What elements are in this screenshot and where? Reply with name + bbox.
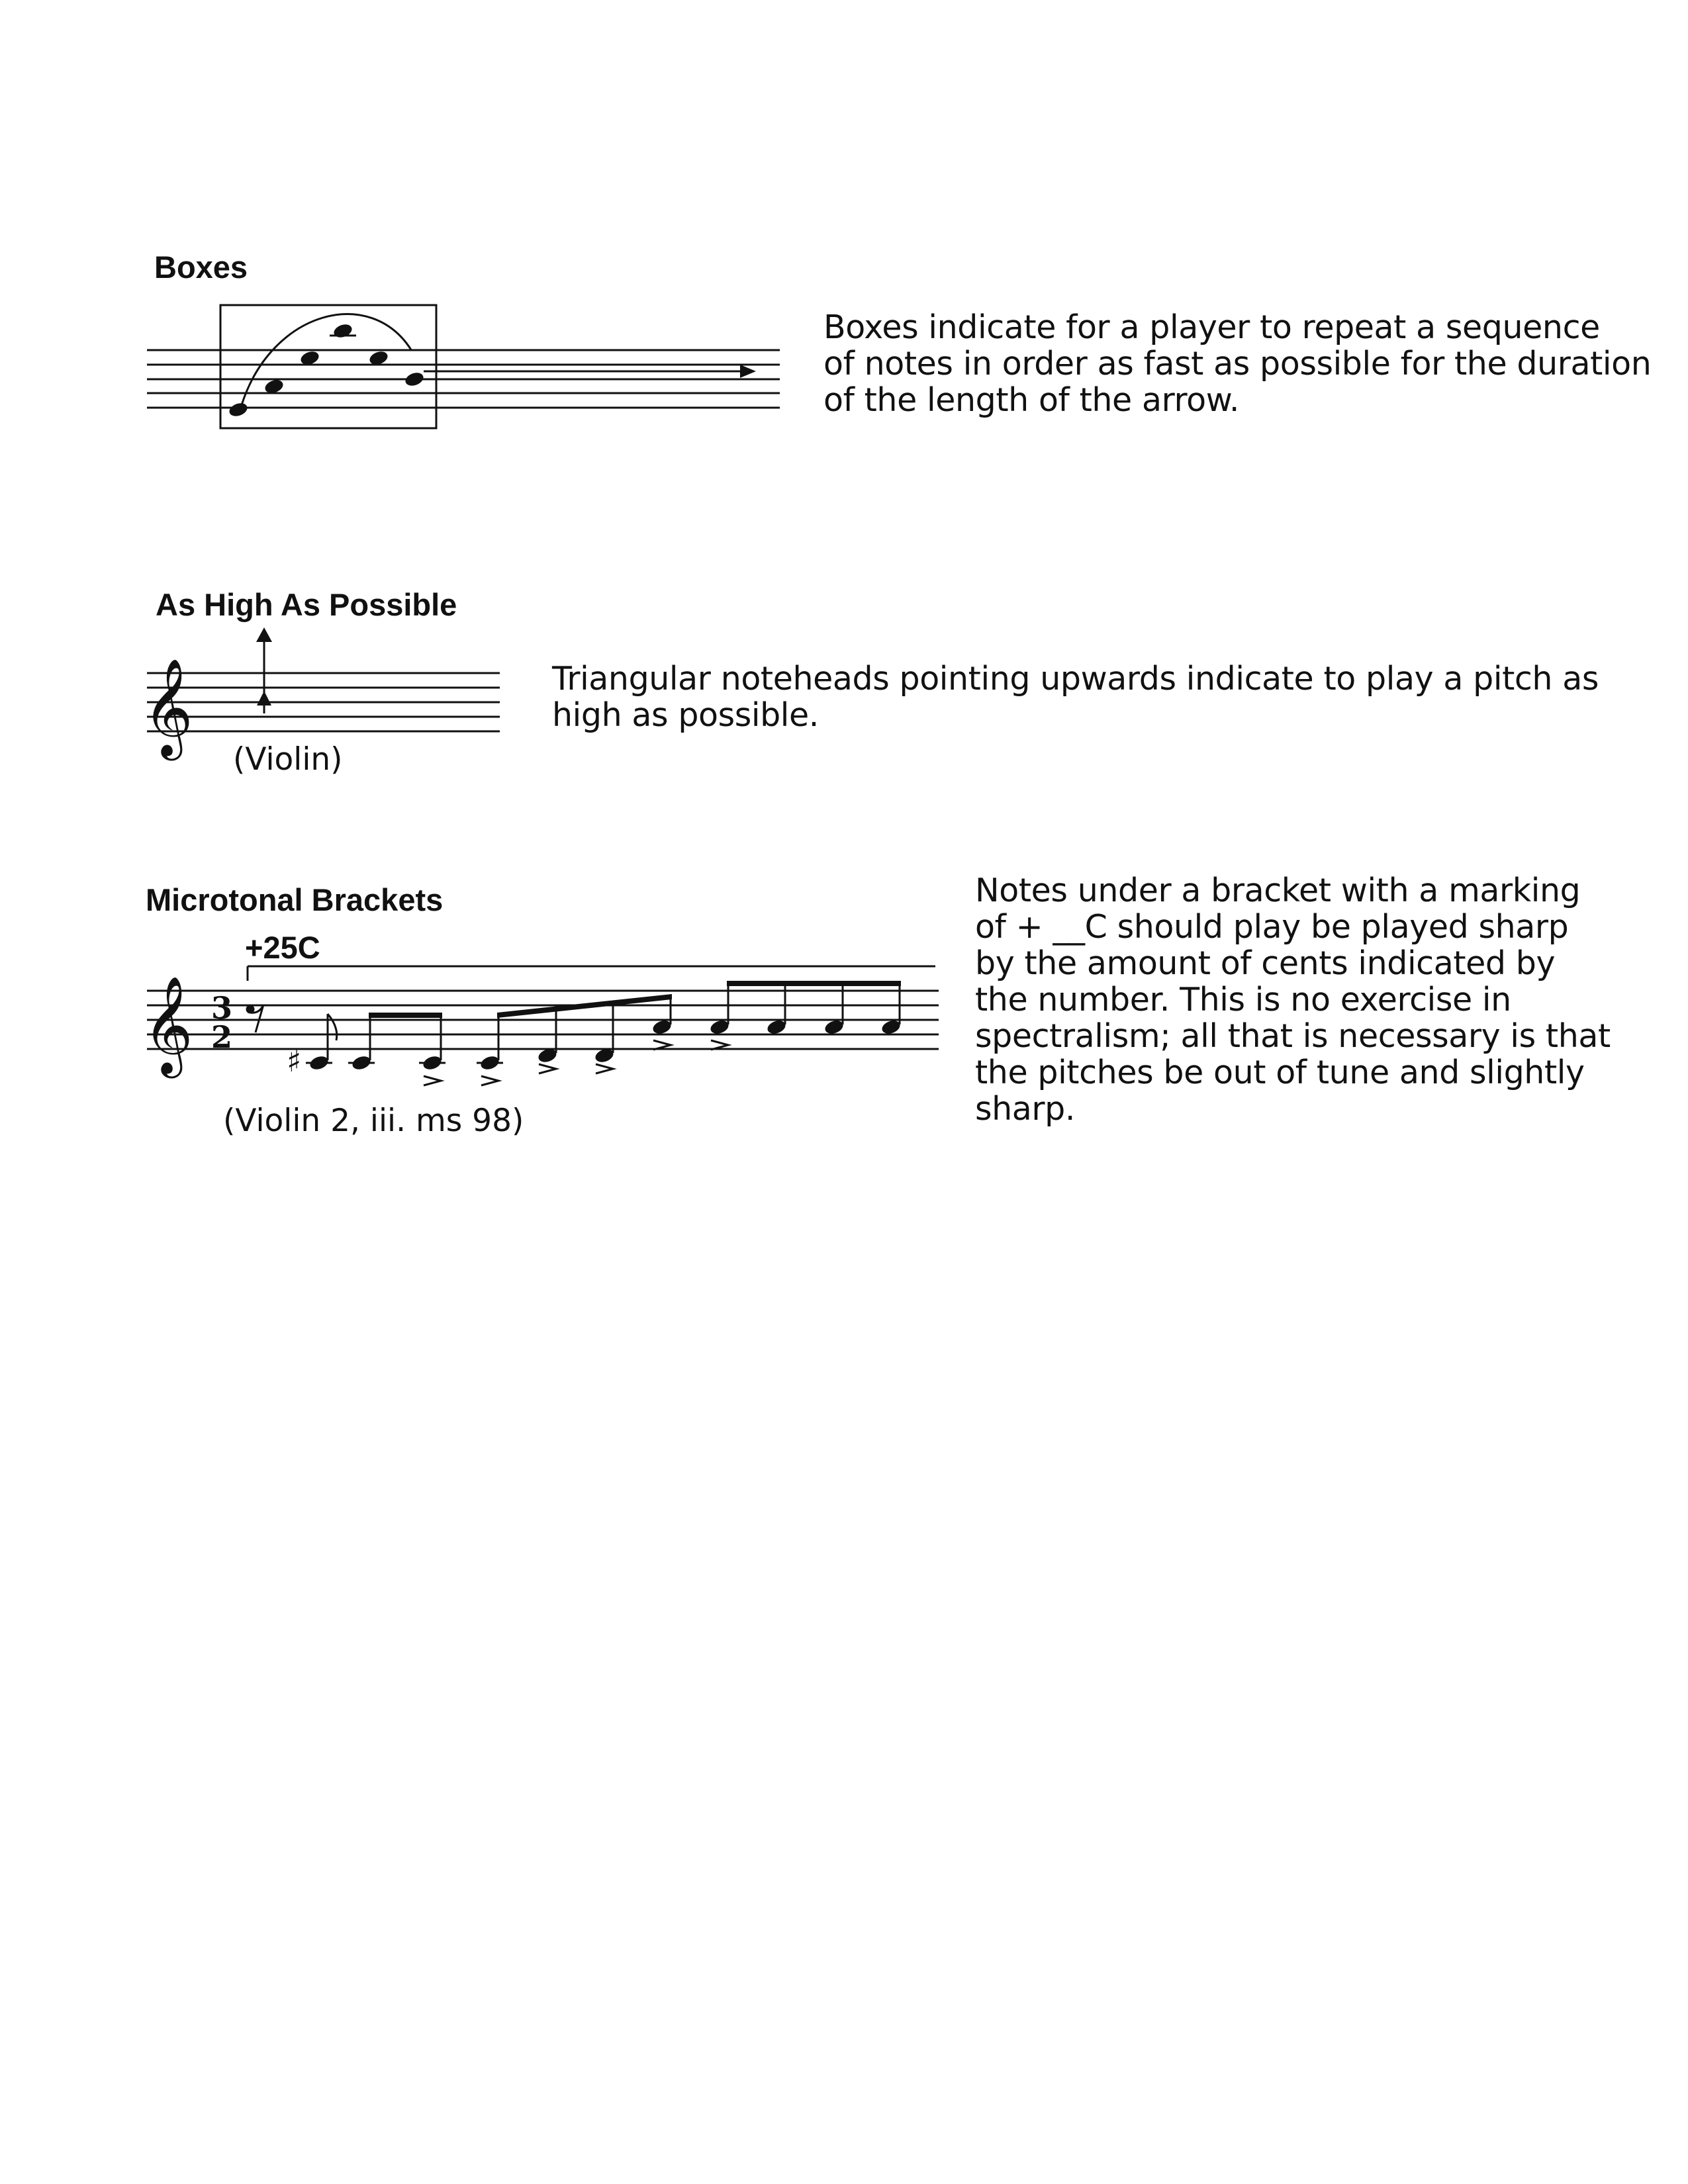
notehead — [766, 1019, 787, 1036]
micro-heading: Microtonal Brackets — [146, 882, 444, 917]
accent-marks — [424, 1040, 728, 1085]
micro-description-line: the number. This is no exercise in — [975, 981, 1511, 1019]
boxes-heading: Boxes — [154, 250, 248, 285]
micro-staff — [147, 991, 939, 1049]
micro-caption: (Violin 2, iii. ms 98) — [223, 1103, 524, 1139]
treble-clef-icon: 𝄞 — [143, 976, 193, 1074]
micro-description-line: by the amount of cents indicated by — [975, 944, 1556, 982]
high-heading: As High As Possible — [156, 587, 457, 622]
notehead — [709, 1019, 730, 1036]
microtonal-bracket — [248, 966, 935, 981]
treble-clef-icon: 𝄞 — [143, 658, 193, 756]
notehead — [651, 1019, 673, 1036]
micro-description — [975, 872, 1611, 1127]
micro-description-line: the pitches be out of tune and slightly — [975, 1054, 1585, 1091]
notehead — [880, 1019, 902, 1036]
boxes-description-line: of the length of the arrow. — [823, 381, 1240, 419]
micro-description-line: of + __C should play be played sharp — [975, 908, 1569, 946]
accent-icon — [596, 1064, 613, 1073]
micro-notation-example — [0, 0, 960, 1191]
time-signature-top: 3 — [211, 990, 233, 1026]
micro-description-line: Notes under a bracket with a marking — [975, 872, 1581, 909]
high-description-line: Triangular noteheads pointing upwards indicate to play a pitch as — [552, 660, 1599, 698]
micro-description-line: spectralism; all that is necessary is that — [975, 1017, 1611, 1055]
accent-icon — [424, 1076, 441, 1085]
beams — [369, 981, 901, 1018]
micro-description-line: sharp. — [975, 1090, 1076, 1128]
micro-noteheads — [308, 1019, 902, 1071]
high-description-line: high as possible. — [552, 696, 819, 734]
note-flag — [328, 1014, 337, 1040]
accent-icon — [481, 1076, 498, 1085]
bracket-label: +25C — [245, 930, 320, 965]
boxes-description-line: of notes in order as fast as possible for the duration — [823, 345, 1652, 383]
high-caption: (Violin) — [233, 741, 343, 778]
boxes-description-line: Boxes indicate for a player to repeat a sequence — [823, 308, 1600, 346]
sharp-icon: ♯ — [287, 1043, 302, 1079]
eighth-rest-icon — [247, 1005, 263, 1032]
accent-icon — [539, 1064, 556, 1073]
time-signature-bottom: 2 — [211, 1019, 233, 1055]
notehead — [823, 1019, 845, 1036]
